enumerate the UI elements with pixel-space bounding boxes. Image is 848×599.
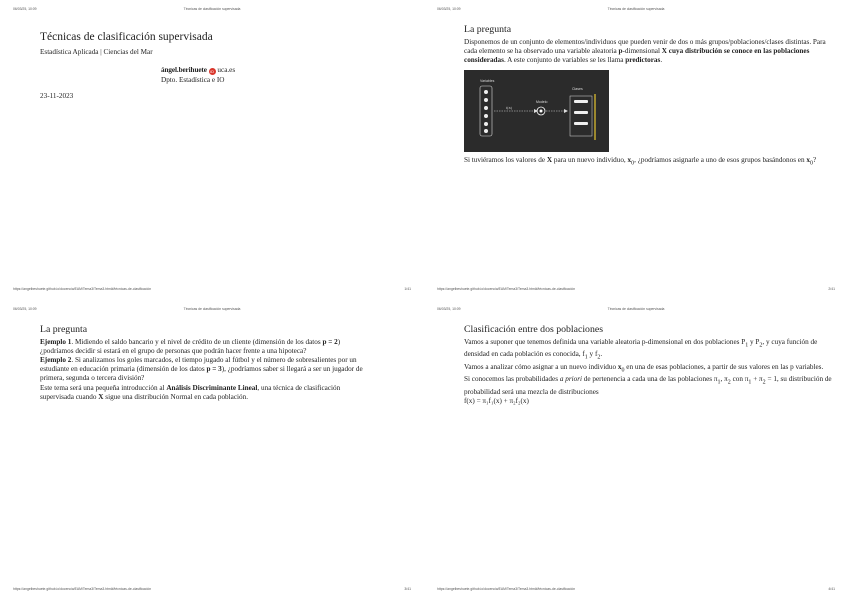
mixture-formula: f(x) = π₁f₁(x) + π₂f₂(x) [464,397,529,406]
header-timestamp: 06/03/25, 10:09 [13,306,37,311]
slide-title: La pregunta [40,323,88,335]
header-timestamp: 06/03/25, 10:09 [437,306,461,311]
slide-title: La pregunta [464,24,512,35]
paragraph-priors: Si conocemos las probabilidades a priori de pertenencia a cada una de las poblaciones $\pi_1$, $\pi_2$ con $\pi_1 + \pi_2 = 1$, su distribución de probabilidad será una mezcla de distribuciones [464,375,832,397]
slide-page-1 [0,0,424,300]
footer-url[interactable]: https://angelbeshuete.github.io/docencia/EAM/Tema3/Tema3.html#/técnicas-de-clasificación [437,586,576,591]
footer-page-number: 2/41 [828,287,835,291]
paragraph-topic: Este tema será una pequeña introducción al Análisis Discriminante Lineal, una técnica de clasificación supervisada cuando X sigue una distribución Normal en cada población. [40,383,341,401]
slide-title: Clasificación entre dos poblaciones [464,323,604,335]
class-icons [574,100,588,125]
footer-url[interactable]: https://angelbeshuete.github.io/docencia/EAM/Tema3/Tema3.html#/técnicas-de-clasificación [13,287,152,291]
presentation-date: 23-11-2023 [40,92,74,100]
author-name: ángel.berihuete [161,66,207,74]
paragraph-question: Si tuviéramos los valores de X para un nuevo individuo, $x_0$, ¿podríamos asignarle a uno de esos grupos basándonos en $x_0$? [464,155,817,167]
classification-diagram [464,70,609,152]
orcid-icon[interactable]: iD [210,69,214,74]
slide-page-3 [0,300,424,599]
footer-page-number: 4/41 [828,586,835,591]
paragraph-assign: Vamos a analizar cómo asignar a un nuevo individuo $x_0$ en una de esas poblaciones, a partir de sus valores en las p variables. [464,362,824,374]
diagram-label-variables: Variables [480,78,495,83]
presentation-title: Técnicas de clasificación supervisada [40,31,213,43]
diagram-label-classes: Clases [572,86,583,91]
slide-page-4 [424,300,848,599]
header-doc-title: Técnicas de clasificación supervisada [607,7,665,11]
header-doc-title: Técnicas de clasificación supervisada [183,306,241,311]
footer-url[interactable]: https://angelbeshuete.github.io/docencia/EAM/Tema3/Tema3.html#/técnicas-de-clasificación [13,586,152,591]
paragraph-intro: Disponemos de un conjunto de elementos/individuos que pueden venir de dos o más grupos/poblaciones/clases distintas. Para cada elemento se ha observado una variable aleatoria p-dimensional X cuya distribución se conoce en las poblaciones consideradas. A este conjunto de variables se les llama predictoras. [464,38,826,65]
diagram-svg [464,70,609,152]
header-timestamp: 06/03/25, 10:09 [13,7,37,11]
example-1: Ejemplo 1. Midiendo el saldo bancario y el nivel de crédito de un cliente (dimensión de los datos p = 2) ¿podríamos decidir si estará en el grupo de personas que podrán hacer frente a una hipoteca? [40,337,341,355]
header-doc-title: Técnicas de clasificación supervisada [183,7,241,11]
footer-url[interactable]: https://angelbeshuete.github.io/docencia/EAM/Tema3/Tema3.html#/técnicas-de-clasificación [437,287,576,291]
presentation-subtitle: Estadística Aplicada | Ciencias del Mar [40,48,153,56]
author-department: Dpto. Estadística e IO [161,75,225,84]
paragraph-setup: Vamos a suponer que tenemos definida una variable aleatoria p-dimensional en dos poblaciones $P_1$ y $P_2$, y cuya función de densidad en cada población es conocida, $f_1$ y $f_2$. [464,337,818,361]
slide-page-2 [424,0,848,300]
variable-icons [484,90,488,133]
header-doc-title: Técnicas de clasificación supervisada [607,306,665,311]
footer-page-number: 3/41 [404,586,411,591]
author-domain: uca.es [217,66,236,74]
footer-page-number: 1/41 [404,287,411,291]
header-timestamp: 06/03/25, 10:09 [437,7,461,11]
diagram-label-model: Modelo [536,99,548,104]
example-2: Ejemplo 2. Si analizamos los goles marcados, el tiempo jugado al fútbol y el número de sobresalientes por un estudiante en educación primaria (dimensión de los datos p = 3), ¿podríamos saber si llegará a ser un jugador de primera, segunda o tercera división? [40,355,363,383]
arrow-label: f(X) [506,105,513,110]
